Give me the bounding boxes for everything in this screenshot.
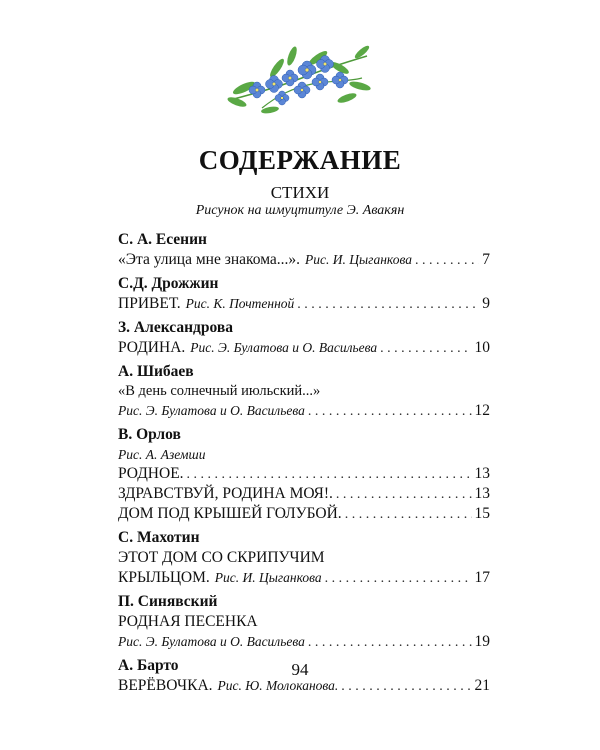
section-credit: Рисунок на шмуцтитуле Э. Авакян	[195, 203, 405, 218]
page-number: 94	[291, 660, 309, 679]
toc-entry-title[interactable]: «В день солнечный июльский...»	[118, 383, 321, 399]
toc-entry-title[interactable]: РОДНАЯ ПЕСЕНКА	[118, 613, 258, 630]
toc-entry-title: ПРИВЕТ.	[118, 295, 181, 312]
toc-entry-illustrator: Рис. Э. Булатова и О. Васильева	[190, 340, 378, 355]
toc-author: З. Александрова	[118, 319, 233, 336]
dot-leader	[345, 505, 472, 525]
toc-entry-page: 15	[474, 505, 490, 522]
dot-leader	[341, 677, 471, 697]
toc-entry-title: ВЕРЁВОЧКА.	[118, 677, 213, 694]
toc-entry-page: 19	[474, 633, 490, 650]
dot-leader	[415, 251, 479, 271]
toc-entry-title: ЗДРАВСТВУЙ, РОДИНА МОЯ!.	[118, 485, 333, 502]
toc-entry[interactable]	[118, 250, 490, 270]
dot-leader	[187, 465, 472, 485]
toc-entry-illustrator: Рис. Э. Булатова и О. Васильева	[118, 634, 305, 649]
page-title: СОДЕРЖАНИЕ	[198, 145, 402, 175]
toc-entry-page: 13	[474, 485, 490, 502]
toc-entry-title: КРЫЛЬЦОМ.	[118, 569, 210, 586]
toc-entry-illustrator: Рис. Э. Булатова и О. Васильева	[118, 403, 305, 418]
toc-author: А. Барто	[118, 657, 179, 674]
table-of-contents	[118, 229, 490, 696]
toc-entry-title[interactable]: ЭТОТ ДОМ СО СКРИПУЧИМ	[118, 549, 325, 566]
toc-entry[interactable]	[118, 568, 490, 588]
toc-entry-page: 7	[482, 251, 490, 268]
toc-entry[interactable]	[118, 294, 490, 314]
toc-entry-title: РОДИНА.	[118, 339, 186, 356]
toc-author: П. Синявский	[118, 593, 218, 610]
toc-author: В. Орлов	[118, 426, 181, 443]
dot-leader	[308, 402, 472, 422]
toc-author: С. Махотин	[118, 529, 200, 546]
toc-entry-page: 9	[482, 295, 490, 312]
toc-entry-illustrator: Рис. Ю. Молоканова.	[217, 678, 339, 693]
toc-entry-illustrator: Рис. К. Почтенной	[185, 296, 295, 311]
toc-entry[interactable]	[118, 504, 490, 524]
toc-entry[interactable]	[118, 484, 490, 504]
toc-entry[interactable]	[118, 464, 490, 484]
dot-leader	[336, 485, 472, 505]
toc-entry[interactable]	[118, 401, 490, 421]
toc-author: С. А. Есенин	[118, 231, 207, 248]
toc-entry-page: 13	[474, 465, 490, 482]
toc-entry-illustrator: Рис. А. Аземши	[118, 447, 206, 462]
toc-author: А. Шибаев	[118, 363, 194, 380]
toc-entry-page: 10	[474, 339, 490, 356]
section-heading: СТИХИ	[270, 183, 330, 202]
toc-entry-illustrator: Рис. И. Цыганкова	[305, 252, 412, 267]
dot-leader	[380, 339, 471, 359]
toc-author: С.Д. Дрожжин	[118, 275, 219, 292]
forget-me-not-flowers-illustration	[222, 38, 372, 116]
toc-entry-page: 21	[474, 677, 490, 694]
toc-entry-illustrator: Рис. И. Цыганкова	[214, 570, 322, 585]
toc-entry-title: РОДНОЕ.	[118, 465, 184, 482]
toc-entry[interactable]	[118, 632, 490, 652]
toc-entry-title: ДОМ ПОД КРЫШЕЙ ГОЛУБОЙ.	[118, 505, 342, 522]
toc-entry[interactable]	[118, 338, 490, 358]
toc-entry-page: 17	[474, 569, 490, 586]
dot-leader	[325, 569, 472, 589]
toc-entry-title: «Эта улица мне знакома...».	[118, 251, 301, 268]
toc-entry-page: 12	[474, 402, 490, 419]
dot-leader	[308, 633, 472, 653]
dot-leader	[297, 295, 479, 315]
